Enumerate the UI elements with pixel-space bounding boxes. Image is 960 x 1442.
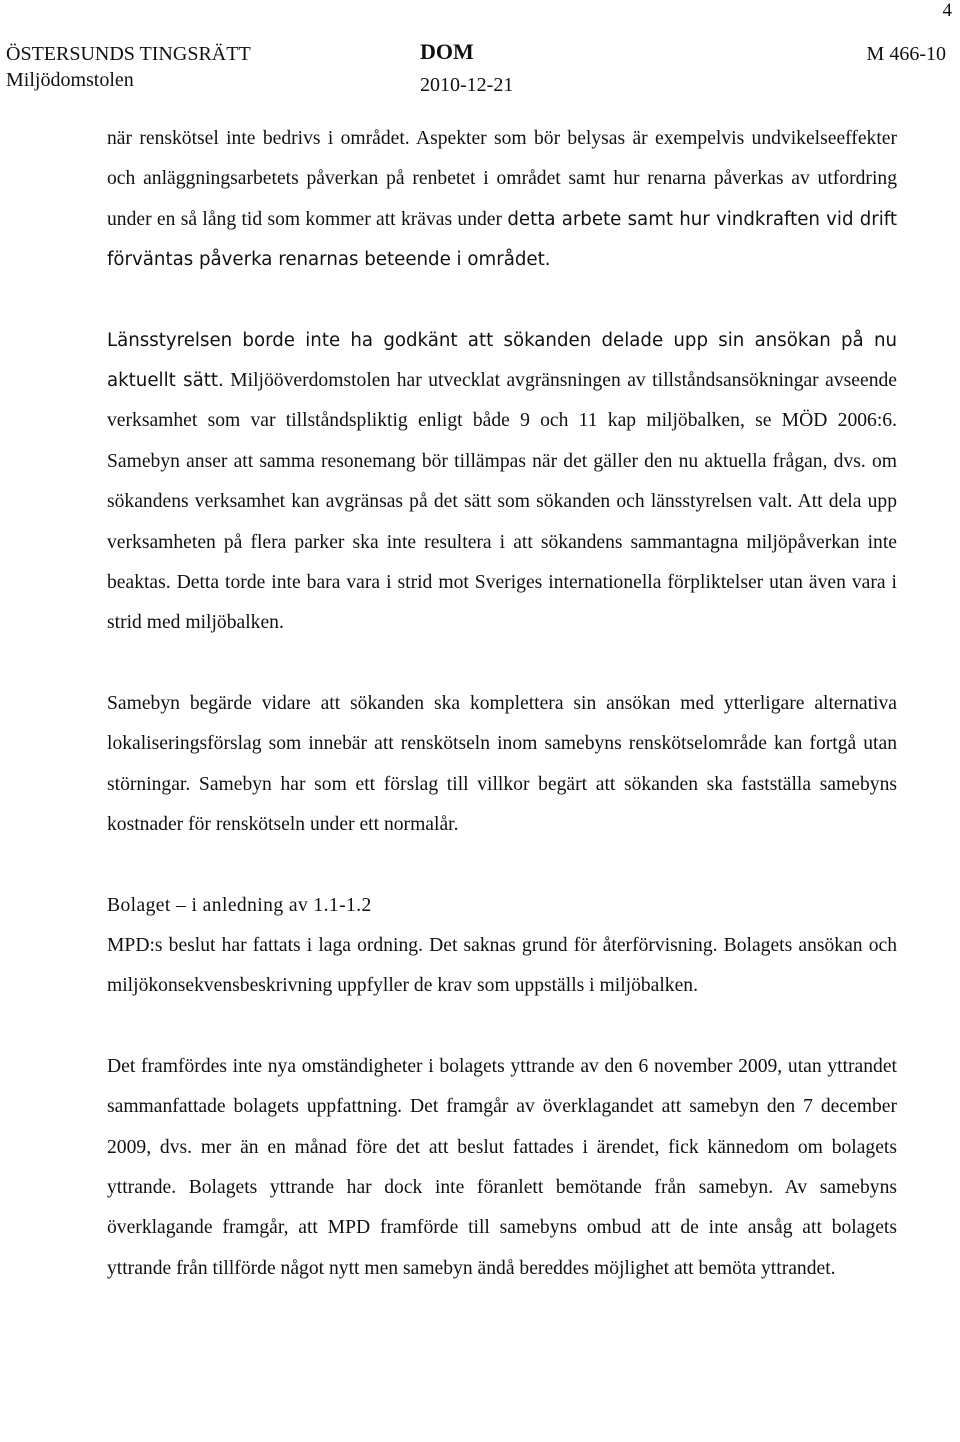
case-number: M 466-10 — [866, 43, 946, 65]
paragraph-5: Det framfördes inte nya omständigheter i bolagets yttrande av den 6 november 2009, utan yttrandet sammanfattade bolagets uppfattning. Det framgår av överklagandet att samebyn den 7 december 2009, dvs. mer än en månad före det att beslut fattades i ärendet, fick kännedom om bolagets yttrande. Bolagets yttrande har dock inte föranlett bemötande från samebyn. Av samebyns överklagande framgår, att MPD framförde till samebyns ombud att de inte ansåg att bolagets yttrande från tillförde något nytt men samebyn ändå bereddes möjlighet att bemöta yttrandet. — [107, 1055, 897, 1279]
section-heading: Bolaget – i anledning av 1.1-1.2 — [107, 894, 372, 916]
paragraph-2-serif: Miljööverdomstolen har utvecklat avgränsningen av tillståndsansökningar avseende verksamhet som var tillståndspliktig enligt både 9 och 11 kap miljöbalken, se MÖD 2006:6. Samebyn anser att samma resonemang bör tillämpas när det gäller den nu aktuella frågan, dvs. om sökandens verksamhet kan avgränsas på det sätt som sökanden och länsstyrelsen valt. Att dela upp verksamheten på flera parker ska inte resultera i att sökandens sammantagna miljöpåverkan inte beaktas. Detta torde inte bara vara i strid mot Sveriges internationella förpliktelser utan även vara i strid med miljöbalken. — [107, 370, 897, 634]
page-number: 4 — [942, 0, 952, 21]
document-date: 2010-12-21 — [420, 74, 514, 96]
court-name: ÖSTERSUNDS TINGSRÄTT — [6, 43, 251, 65]
paragraph-4: MPD:s beslut har fattats i laga ordning. Det saknas grund för återförvisning. Bolagets ansökan och miljökonsekvensbeskrivning uppfyller de krav som uppställs i miljöbalken. — [107, 934, 897, 997]
paragraph-1-serif: när renskötsel inte bedrivs i området. Aspekter som bör belysas är exempelvis undvikelseeffekter och anläggningsarbetets påverkan på renbetet i området samt hur renarna påverkas av utfordring under en så lång tid som kommer att krävas under — [107, 128, 897, 230]
paragraph-2 — [107, 321, 897, 644]
department-name: Miljödomstolen — [6, 69, 134, 91]
paragraph-1-sans: detta arbete samt hur vindkraften vid drift förväntas påverka renarnas beteende i området. — [107, 208, 898, 271]
document-body — [107, 119, 897, 1289]
document-type: DOM — [420, 39, 474, 64]
paragraph-1 — [107, 119, 897, 281]
paragraph-3: Samebyn begärde vidare att sökanden ska komplettera sin ansökan med ytterligare alternativa lokaliseringsförslag som innebär att renskötseln inom samebyns renskötselområde kan fortgå utan störningar. Samebyn har som ett förslag till villkor begärt att sökanden ska fastställa samebyns kostnader för renskötseln under ett normalår. — [107, 692, 897, 836]
paragraph-2-sans: Länsstyrelsen borde inte ha godkänt att sökanden delade upp sin ansökan på nu aktuellt sätt. — [107, 329, 897, 392]
